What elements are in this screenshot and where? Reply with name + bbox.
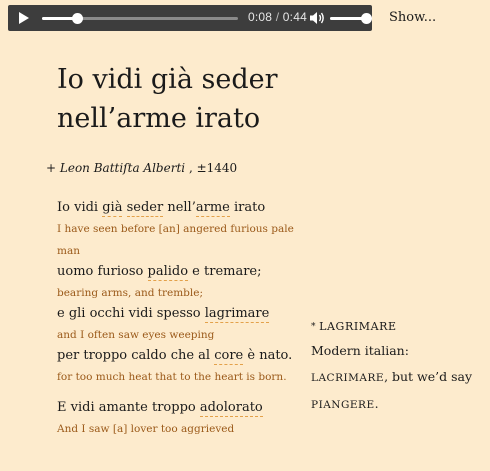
gloss-prefix: Modern italian: (311, 343, 409, 358)
verse-text: nell’ (163, 200, 196, 215)
verse-translation: And I saw [a] lover too aggrieved (57, 423, 235, 435)
gloss-mid: , but we’d say (384, 369, 473, 384)
poem-body (57, 198, 297, 440)
show-link[interactable]: Show... (389, 10, 437, 25)
verse-text (122, 200, 126, 215)
expand-author-toggle[interactable]: + (46, 161, 57, 175)
verse-text: E vidi amante troppo (57, 400, 200, 415)
verse-text: è nato. (243, 348, 293, 363)
glossed-word[interactable]: lagrimare (204, 306, 270, 321)
gloss-form-2: PIANGERE (311, 399, 375, 411)
verse-text: Io vidi (57, 200, 103, 215)
audio-player (8, 5, 372, 31)
glossed-word[interactable]: seder (126, 200, 164, 215)
verse-translation: bearing arms, and tremble; (57, 287, 204, 299)
poem-title (57, 60, 397, 138)
footnote-star: * (311, 322, 317, 332)
verse-text: uomo furioso (57, 264, 148, 279)
glossed-word[interactable]: core (214, 348, 244, 363)
gloss-body (311, 338, 481, 418)
gloss-end: . (374, 396, 379, 411)
time-display (248, 10, 307, 24)
verse-line (57, 198, 297, 218)
title-line-2: nell’arme irato (57, 103, 261, 134)
volume-slider[interactable] (330, 17, 366, 20)
glossed-word[interactable]: palido (147, 264, 189, 279)
gloss-headword-text: LAGRIMARE (319, 320, 397, 333)
glossed-word[interactable]: arme (195, 200, 230, 215)
verse-translation: I have seen before [an] angered furious pale man (57, 223, 294, 257)
volume-handle[interactable] (361, 13, 372, 24)
time-separator: / (275, 10, 283, 24)
title-line-1: Io vidi già seder (57, 64, 278, 95)
gloss-form-1: LACRIMARE (311, 372, 385, 384)
verse-text: per troppo caldo che al (57, 348, 215, 363)
verse-line (57, 304, 297, 324)
seek-bar-handle[interactable] (72, 13, 83, 24)
volume-icon[interactable] (309, 11, 325, 25)
current-time: 0:08 (248, 10, 273, 24)
author-name: Leon Battiſta Alberti (59, 161, 186, 175)
gloss-headword (311, 316, 481, 338)
verse-translation: for too much heat that to the heart is born. (57, 371, 287, 383)
verse-text: irato (229, 200, 266, 215)
author-date: , ±1440 (188, 161, 238, 175)
author-line (46, 161, 237, 175)
verse-text: e gli occhi vidi spesso (57, 306, 205, 321)
glossed-word[interactable]: già (102, 200, 123, 215)
verse-translation: and I often saw eyes weeping (57, 329, 215, 341)
verse-line (57, 346, 297, 366)
verse-line (57, 398, 297, 418)
stanza-break (57, 388, 297, 398)
play-icon[interactable] (19, 12, 29, 24)
verse-line (57, 262, 297, 282)
glossed-word[interactable]: adolorato (199, 400, 263, 415)
gloss-note (311, 316, 481, 418)
duration: 0:44 (282, 10, 307, 24)
seek-bar[interactable] (42, 17, 238, 20)
verse-text: e tremare; (188, 264, 262, 279)
